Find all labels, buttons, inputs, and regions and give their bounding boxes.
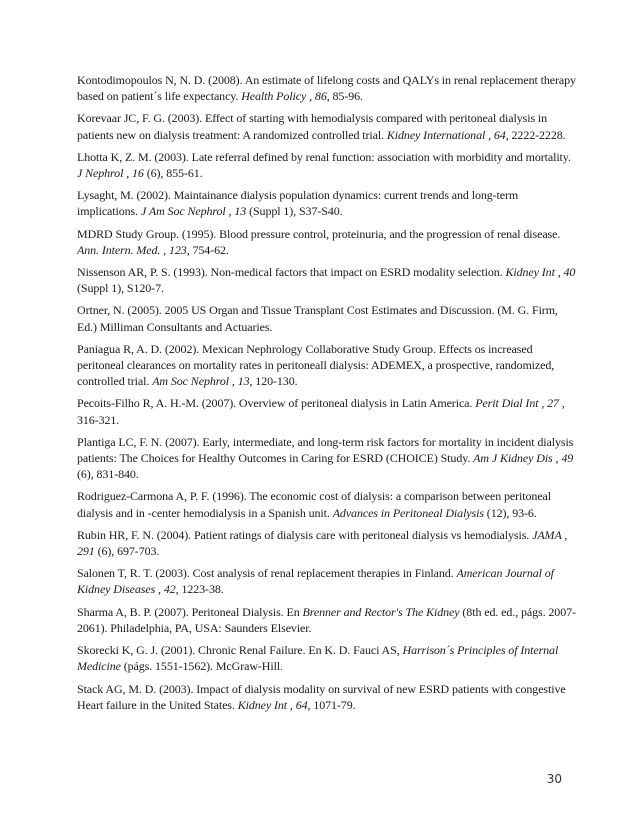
reference-entry xyxy=(77,527,577,559)
reference-text: (6), 697-703. xyxy=(94,544,160,559)
reference-source-italic: Ann. Intern. Med. , 123 xyxy=(77,242,187,257)
reference-text: (6), 855-61. xyxy=(143,166,203,181)
reference-text: Salonen T, R. T. (2003). Cost analysis of renal replacement therapies in Finland. xyxy=(77,566,457,581)
reference-entry xyxy=(77,681,577,713)
reference-text: MDRD Study Group. (1995). Blood pressure control, proteinuria, and the progression of renal disease. xyxy=(77,226,561,241)
reference-source-italic: Kidney International , 64 xyxy=(386,127,506,142)
reference-source-italic: Health Policy , 86 xyxy=(241,89,327,104)
reference-entry xyxy=(77,642,577,674)
reference-text: Sharma A, B. P. (2007). Peritoneal Dialysis. En xyxy=(77,604,303,619)
reference-source-italic: Kidney Int , 64 xyxy=(237,697,308,712)
reference-text: Nissenson AR, P. S. (1993). Non-medical factors that impact on ESRD modality selection. xyxy=(77,265,506,280)
reference-text: Lysaght, M. (2002). Maintainance dialysis population dynamics: current trends and long-term implications. xyxy=(77,188,519,219)
reference-list xyxy=(77,72,577,719)
page-number: 30 xyxy=(546,772,562,786)
reference-source-italic: Perit Dial Int , 27 xyxy=(475,396,559,411)
reference-source-italic: Am J Kidney Dis , 49 xyxy=(473,451,574,466)
reference-text: , 85-96. xyxy=(326,89,363,104)
reference-entry xyxy=(77,110,577,142)
reference-text: , 316-321. xyxy=(77,396,565,427)
reference-entry xyxy=(77,302,577,334)
reference-entry xyxy=(77,488,577,520)
reference-text: , 1223-38. xyxy=(175,582,224,597)
reference-text: (Suppl 1), S37-S40. xyxy=(246,204,343,219)
reference-entry xyxy=(77,395,577,427)
reference-source-italic: American Journal of Kidney Diseases , 42 xyxy=(77,566,554,597)
reference-entry xyxy=(77,264,577,296)
reference-text: Stack AG, M. D. (2003). Impact of dialysis modality on survival of new ESRD patients with congestive Heart failure in the United States. xyxy=(77,681,566,712)
reference-text: Rubin HR, F. N. (2004). Patient ratings of dialysis care with peritoneal dialysis vs hemodialysis. xyxy=(77,527,533,542)
reference-text: (6), 831-840. xyxy=(77,467,139,482)
reference-entry xyxy=(77,226,577,258)
reference-text: Lhotta K, Z. M. (2003). Late referral defined by renal function: association with morbidity and mortality. xyxy=(77,149,571,164)
reference-source-italic: Brenner and Rector's The Kidney xyxy=(302,604,460,619)
reference-entry xyxy=(77,604,577,636)
reference-entry xyxy=(77,149,577,181)
reference-source-italic: Advances in Peritoneal Dialysis xyxy=(332,505,484,520)
reference-text: (8th ed. ed., págs. 2007-2061). Philadelphia, PA, USA: Saunders Elsevier. xyxy=(77,604,576,635)
reference-text: Plantiga LC, F. N. (2007). Early, intermediate, and long-term risk factors for mortality in incident dialysis patients: The Choices for Healthy Outcomes in Caring for ESRD (CHOICE) Study. xyxy=(77,434,574,466)
reference-text: Rodriguez-Carmona A, P. F. (1996). The economic cost of dialysis: a comparison between peritoneal dialysis and in -center hemodialysis in a Spanish unit. xyxy=(77,489,552,520)
reference-entry xyxy=(77,341,577,390)
reference-source-italic: J Am Soc Nephrol , 13 xyxy=(140,204,247,219)
reference-source-italic: Kidney Int , 40 xyxy=(505,265,576,280)
reference-text: Kontodimopoulos N, N. D. (2008). An estimate of lifelong costs and QALYs in renal replacement therapy based on patient´s life expectancy. xyxy=(77,73,576,104)
reference-text: Korevaar JC, F. G. (2003). Effect of starting with hemodialysis compared with peritoneal dialysis in patients new on dialysis treatment: A randomized controlled trial. xyxy=(77,111,548,142)
reference-entry xyxy=(77,72,577,104)
reference-entry xyxy=(77,187,577,219)
reference-text: , 120-130. xyxy=(249,374,298,389)
reference-source-italic: Am Soc Nephrol , 13 xyxy=(152,374,250,389)
reference-text: Pecoits-Filho R, A. H.-M. (2007). Overview of peritoneal dialysis in Latin America. xyxy=(77,396,476,411)
reference-source-italic: JAMA , 291 xyxy=(77,527,568,559)
reference-text: Paniagua R, A. D. (2002). Mexican Nephrology Collaborative Study Group. Effects os increased peritoneal clearances on mortality rates in peritoneall dialysis: ADEMEX, a prospective, randomized, controlled trial. xyxy=(77,341,555,389)
reference-source-italic: J Nephrol , 16 xyxy=(77,166,144,181)
reference-entry xyxy=(77,565,577,597)
reference-text: (12), 93-6. xyxy=(483,505,537,520)
reference-text: , 754-62. xyxy=(186,242,229,257)
reference-source-italic: Harrison´s Principles of Internal Medicine xyxy=(77,643,559,674)
reference-text: Skorecki K, G. J. (2001). Chronic Renal Failure. En K. D. Fauci AS, xyxy=(77,643,403,658)
reference-entry xyxy=(77,434,577,483)
reference-text: (págs. 1551-1562). McGraw-Hill. xyxy=(120,659,283,674)
reference-text: , 1071-79. xyxy=(307,697,356,712)
reference-text: Ortner, N. (2005). 2005 US Organ and Tissue Transplant Cost Estimates and Discussion. (M. G. Firm, Ed.) Milliman Consultants and Actuaries. xyxy=(77,303,558,334)
reference-text: (Suppl 1), S120-7. xyxy=(77,281,164,296)
reference-text: , 2222-2228. xyxy=(505,127,566,142)
